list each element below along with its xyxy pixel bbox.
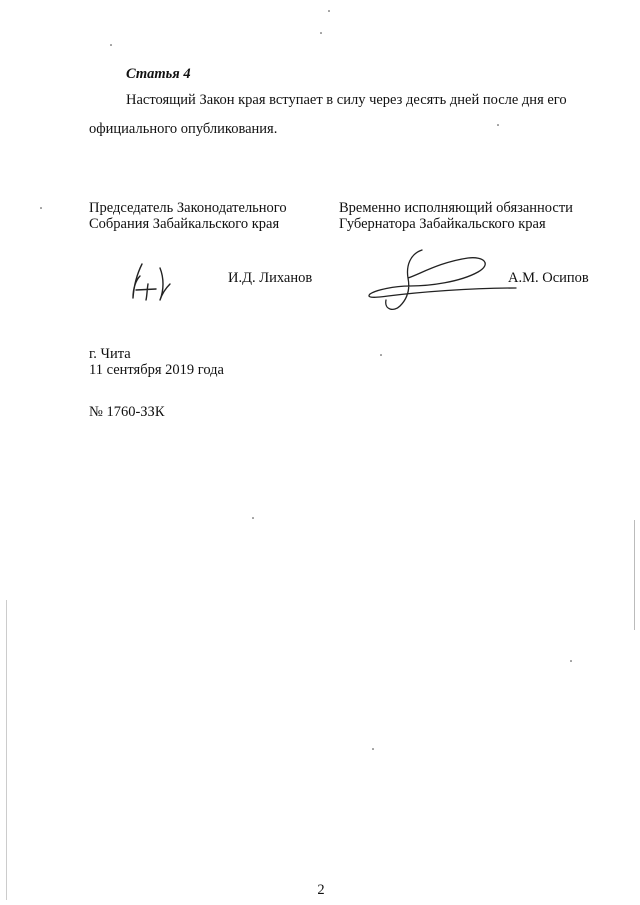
scan-edge-mark-left bbox=[6, 600, 7, 900]
signing-place: г. Чита bbox=[89, 346, 131, 362]
signing-date: 11 сентября 2019 года bbox=[89, 362, 224, 378]
law-number: № 1760-ЗЗК bbox=[89, 404, 165, 420]
scan-speck bbox=[497, 124, 499, 126]
scan-edge-mark-right bbox=[634, 520, 635, 630]
left-signer-title-line-1: Председатель Законодательного bbox=[89, 200, 287, 216]
scan-speck bbox=[320, 32, 322, 34]
left-signer-title-line-2: Собрания Забайкальского края bbox=[89, 216, 280, 232]
scan-speck bbox=[110, 44, 112, 46]
left-handwritten-signature bbox=[120, 258, 184, 304]
scan-speck bbox=[570, 660, 572, 662]
scan-speck bbox=[380, 354, 382, 356]
scan-speck bbox=[372, 748, 374, 750]
right-handwritten-signature bbox=[360, 244, 520, 318]
right-signer-name: А.М. Осипов bbox=[508, 270, 589, 286]
right-signer-title-line-1: Временно исполняющий обязанности bbox=[339, 200, 573, 216]
article-paragraph-line-2: официального опубликования. bbox=[89, 121, 278, 137]
right-signer-title-line-2: Губернатора Забайкальского края bbox=[339, 216, 546, 232]
article-heading: Статья 4 bbox=[126, 66, 191, 82]
scan-speck bbox=[252, 517, 254, 519]
article-paragraph-line-1: Настоящий Закон края вступает в силу через десять дней после дня его bbox=[126, 92, 567, 108]
scan-speck bbox=[328, 10, 330, 12]
left-signer-name: И.Д. Лиханов bbox=[228, 270, 313, 286]
page-number: 2 bbox=[317, 882, 325, 898]
scan-speck bbox=[40, 207, 42, 209]
